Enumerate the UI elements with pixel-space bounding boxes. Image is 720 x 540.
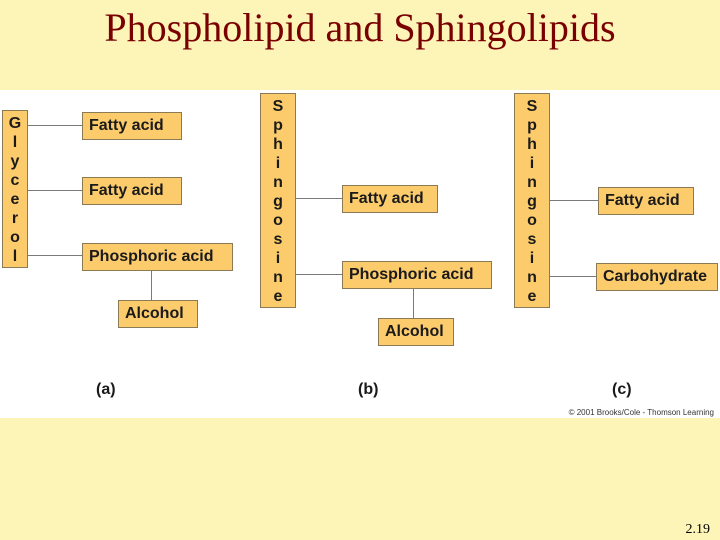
- sphingosine-letter: s: [273, 231, 283, 248]
- glycerol-label: [3, 111, 27, 266]
- connector-line: [28, 255, 82, 256]
- connector-line: [296, 198, 342, 199]
- slide-title: Phospholipid and Sphingolipids: [104, 5, 616, 50]
- sphingosine-box: [260, 93, 296, 308]
- glycerol-letter: y: [10, 153, 20, 170]
- sphingosine-letter: i: [529, 155, 535, 172]
- sphingosine-letter: n: [273, 174, 283, 191]
- carbohydrate-box: Carbohydrate: [596, 263, 718, 291]
- phosphoric-acid-box: Phosphoric acid: [82, 243, 233, 271]
- connector-line: [151, 271, 152, 301]
- connector-line: [413, 289, 414, 319]
- sphingosine-letter: p: [273, 117, 283, 134]
- glycerol-letter: e: [10, 191, 20, 208]
- sphingosine-letter: n: [273, 269, 283, 286]
- glycerol-letter: r: [11, 210, 19, 227]
- fatty-acid-box: Fatty acid: [82, 112, 182, 140]
- fatty-acid-box: Fatty acid: [82, 177, 182, 205]
- sphingosine-letter: e: [273, 288, 283, 305]
- sphingosine-letter: i: [275, 155, 281, 172]
- sphingosine-letter: g: [527, 193, 537, 210]
- sphingosine-letter: s: [527, 231, 537, 248]
- sphingosine-label: [261, 94, 295, 306]
- sphingosine-letter: h: [273, 136, 283, 153]
- connector-line: [28, 190, 82, 191]
- sphingosine-letter: i: [275, 250, 281, 267]
- sphingosine-letter: i: [529, 250, 535, 267]
- glycerol-letter: l: [12, 134, 18, 151]
- fatty-acid-box: Fatty acid: [342, 185, 438, 213]
- sphingosine-letter: n: [527, 174, 537, 191]
- fatty-acid-box: Fatty acid: [598, 187, 694, 215]
- diagram-panel: [0, 90, 720, 418]
- glycerol-box: [2, 110, 28, 268]
- sphingosine-letter: o: [273, 212, 283, 229]
- sphingosine-letter: S: [526, 98, 538, 115]
- glycerol-letter: G: [8, 115, 22, 132]
- sphingosine-label: [515, 94, 549, 306]
- glycerol-letter: o: [10, 229, 20, 246]
- glycerol-letter: l: [12, 248, 18, 265]
- connector-line: [550, 276, 598, 277]
- panel-label-b: (b): [358, 381, 379, 398]
- glycerol-letter: c: [10, 172, 20, 189]
- slide-number: 2.19: [685, 522, 710, 537]
- panel-label-c: (c): [612, 381, 632, 398]
- sphingosine-box: [514, 93, 550, 308]
- connector-line: [28, 125, 82, 126]
- connector-line: [550, 200, 598, 201]
- sphingosine-letter: h: [527, 136, 537, 153]
- sphingosine-letter: o: [527, 212, 537, 229]
- sphingosine-letter: p: [527, 117, 537, 134]
- sphingosine-letter: S: [272, 98, 284, 115]
- sphingosine-letter: g: [273, 193, 283, 210]
- panel-label-a: (a): [96, 381, 116, 398]
- sphingosine-letter: n: [527, 269, 537, 286]
- phosphoric-acid-box: Phosphoric acid: [342, 261, 492, 289]
- copyright-notice: © 2001 Brooks/Cole - Thomson Learning: [568, 408, 714, 417]
- alcohol-box: Alcohol: [118, 300, 198, 328]
- connector-line: [296, 274, 342, 275]
- alcohol-box: Alcohol: [378, 318, 454, 346]
- sphingosine-letter: e: [527, 288, 537, 305]
